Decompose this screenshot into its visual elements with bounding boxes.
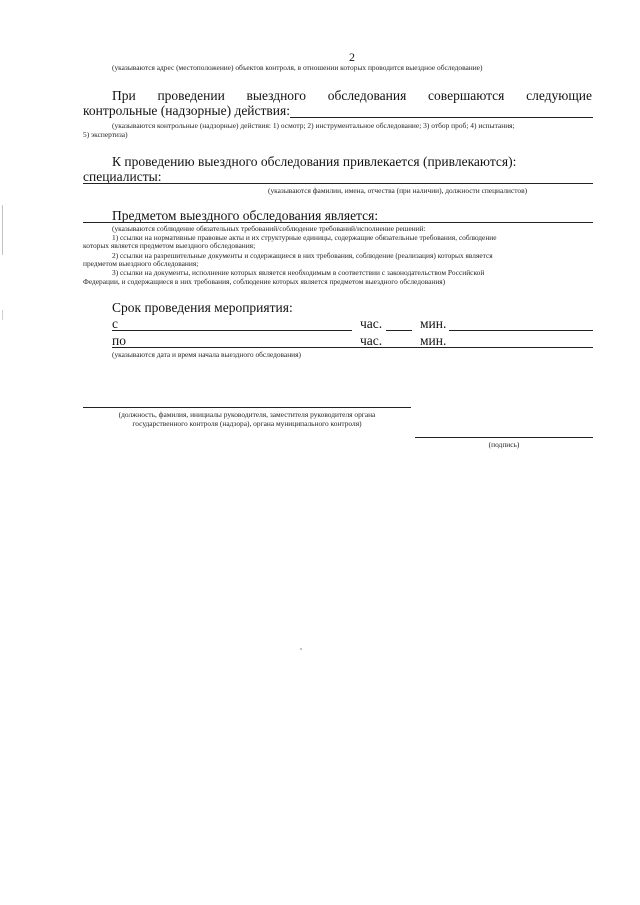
period-from-date-line <box>112 330 352 331</box>
address-caption: (указываются адрес (местоположение) объектов контроля, в отношении которых проводится выездное обследование) <box>112 63 483 72</box>
signature-caption: (подпись) <box>488 440 520 449</box>
actions-word: При <box>112 88 136 103</box>
actions-underline <box>290 117 593 118</box>
subject-caption-line: 2) ссылки на разрешительные документы и содержащиеся в них требования, соблюдение (реализация) которых является <box>112 251 493 260</box>
subject-caption-line: Федерации, и содержащиеся в них требования, соблюдение которых является предметом выездного обследования) <box>83 277 446 286</box>
period-from-minutes-line <box>449 330 593 331</box>
actions-caption-line-2: 5) экспертиза) <box>83 130 128 139</box>
subject-caption-line: предметом выездного обследования; <box>83 259 199 268</box>
scan-edge-mark <box>2 310 3 320</box>
specialists-underline <box>83 183 593 184</box>
page-number: 2 <box>349 50 355 64</box>
period-caption: (указываются дата и время начала выездного обследования) <box>112 350 301 359</box>
position-caption-line-1: (должность, фамилия, инициалы руководителя, заместителя руководителя органа <box>118 410 376 419</box>
actions-caption-text: (указываются контрольные (надзорные) действия: 1) осмотр; 2) инструментальное обследование; 3) отбор проб; 4) испытания; <box>112 121 515 130</box>
subject-underline <box>83 222 593 223</box>
actions-caption-line-1 <box>112 121 593 130</box>
period-to-minutes-label: мин. <box>420 333 447 348</box>
subject-caption-line: 1) ссылки на нормативные правовые акты и их структурные единицы, содержащие обязательные требования, соблюдение <box>112 233 497 242</box>
actions-word: следующие <box>526 88 592 103</box>
specialists-caption: (указываются фамилии, имена, отчества (при наличии), должности специалистов) <box>268 186 528 195</box>
actions-line-1 <box>112 88 592 103</box>
actions-word: совершаются <box>428 88 505 103</box>
actions-line-2: контрольные (надзорные) действия: <box>83 103 290 118</box>
period-to-hours-label: час. <box>360 333 383 348</box>
subject-caption-line: которых является предметом выездного обследования; <box>83 241 256 250</box>
specialists-line-1: К проведению выездного обследования привлекается (привлекаются): <box>112 154 517 169</box>
period-heading: Срок проведения мероприятия: <box>112 300 293 315</box>
period-from-minutes-label: мин. <box>420 316 447 331</box>
subject-caption-line: 3) ссылки на документы, исполнение которых является необходимым в соответствии с законодательством Российской <box>112 268 485 277</box>
position-caption-line-2: государственного контроля (надзора), органа муниципального контроля) <box>132 419 362 428</box>
subject-caption-line: (указываются соблюдение обязательных требований/соблюдение требований/исполнение решений: <box>112 224 426 233</box>
actions-word: проведении <box>157 88 225 103</box>
signature-line <box>415 437 593 438</box>
period-from-hours-label: час. <box>360 316 383 331</box>
period-from-hours-line <box>386 330 412 331</box>
actions-word: выездного <box>246 88 306 103</box>
scan-dot <box>300 648 302 650</box>
period-to-line <box>112 347 593 348</box>
subject-heading: Предметом выездного обследования является: <box>112 208 379 223</box>
scan-edge-mark <box>2 205 3 255</box>
specialists-line-2: специалисты: <box>83 169 162 184</box>
position-line <box>83 407 411 408</box>
period-from-label: с <box>112 316 118 331</box>
period-to-label: по <box>112 333 126 348</box>
actions-word: обследования <box>327 88 407 103</box>
